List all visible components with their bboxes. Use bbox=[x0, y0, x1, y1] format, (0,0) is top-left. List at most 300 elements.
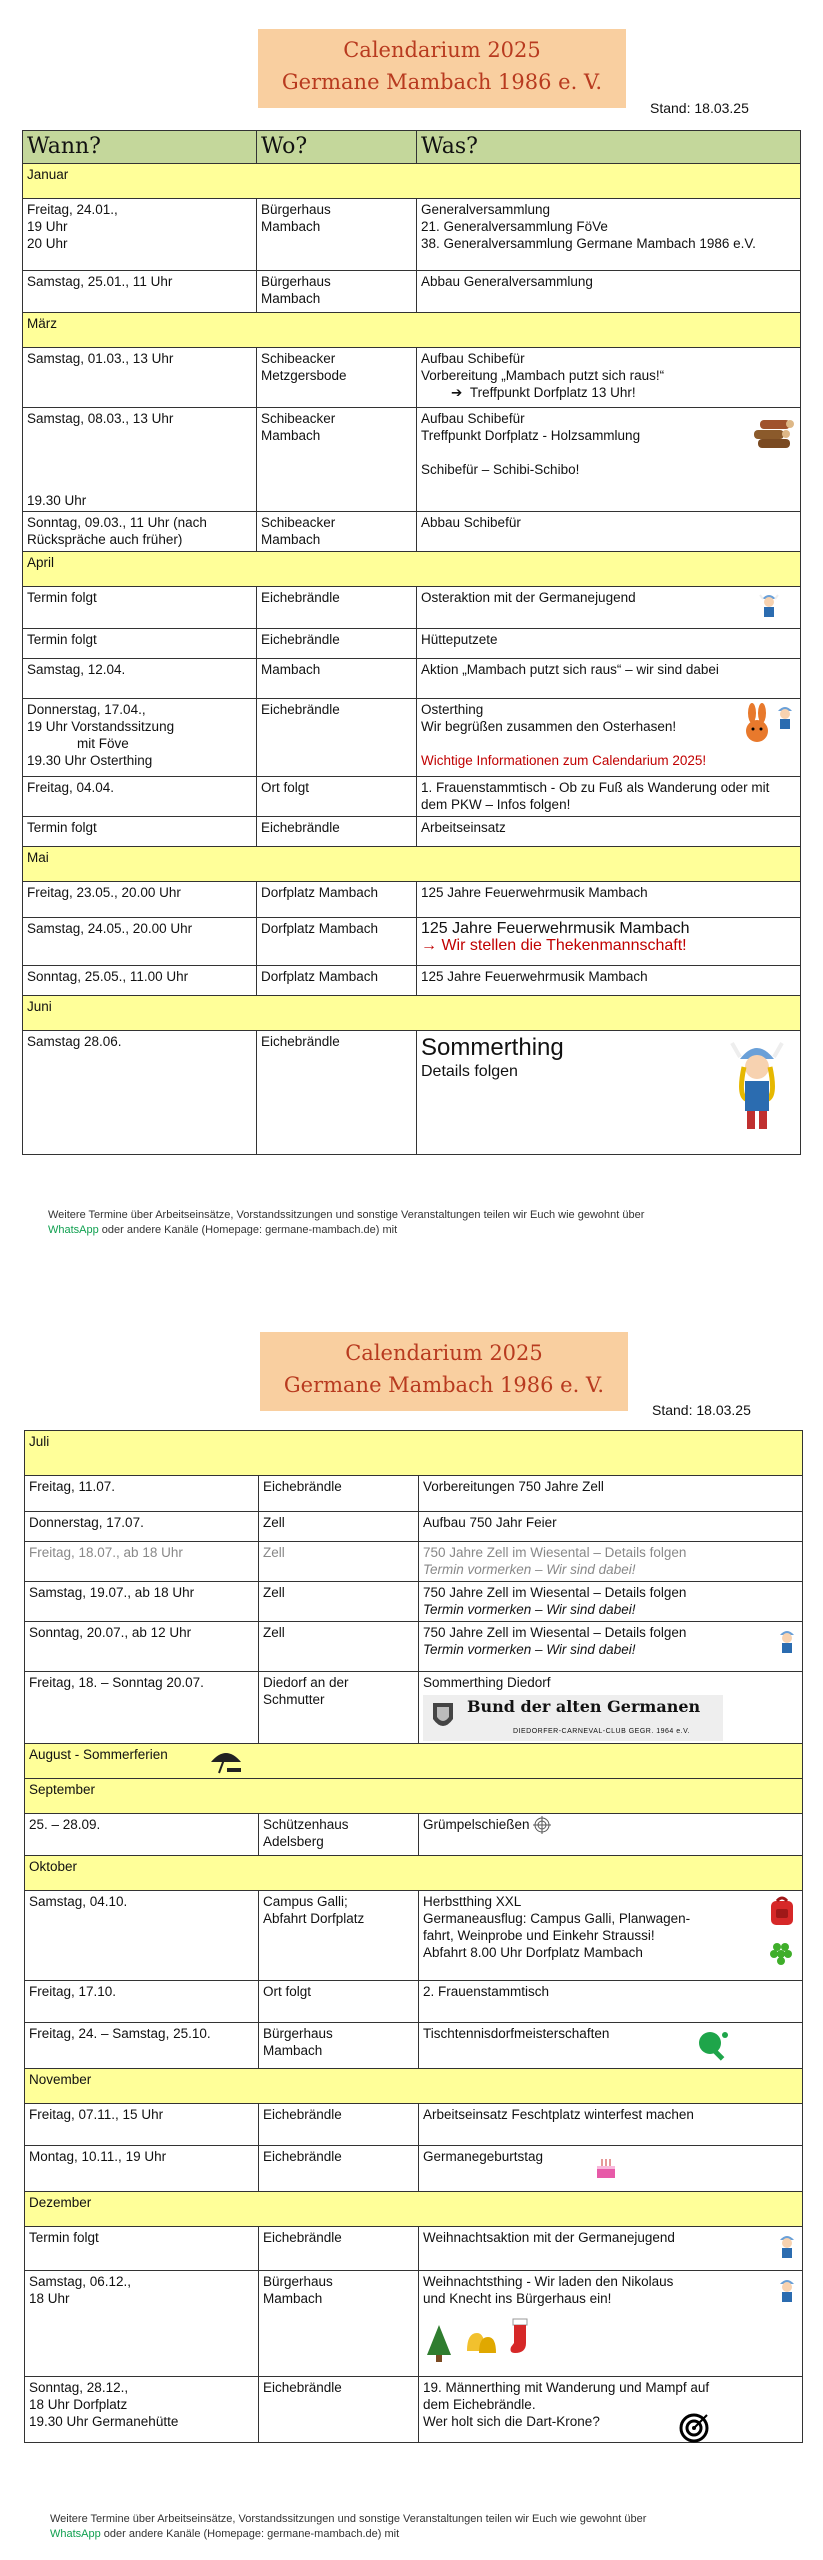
text-line: 19 Uhr bbox=[27, 219, 68, 234]
table-row bbox=[25, 1512, 803, 1542]
cell-was bbox=[417, 512, 801, 552]
table-row bbox=[25, 2227, 803, 2271]
viking-mascot-icon bbox=[776, 2231, 798, 2265]
text-line: Sonntag, 25.05., 11.00 Uhr bbox=[27, 969, 189, 984]
text-line: Aufbau 750 Jahr Feier bbox=[423, 1515, 557, 1530]
text-line: Grümpelschießen bbox=[423, 1817, 530, 1832]
table-row bbox=[23, 348, 801, 408]
text-line: Dorfplatz Mambach bbox=[261, 885, 379, 900]
firewood-icon bbox=[752, 412, 794, 450]
cell-wann bbox=[25, 1672, 259, 1744]
cell-was bbox=[419, 2377, 803, 2443]
text-line: DIEDORFER-CARNEVAL-CLUB GEGR. 1964 e.V. bbox=[513, 1728, 691, 1735]
month-label: März bbox=[23, 313, 801, 348]
text-line: Schmutter bbox=[263, 1692, 325, 1707]
cell-wann bbox=[23, 408, 257, 512]
cell-wo bbox=[257, 408, 417, 512]
cell-wo bbox=[259, 1582, 419, 1622]
cell-was bbox=[417, 587, 801, 629]
cell-was bbox=[417, 777, 801, 817]
text-line: 2. Frauenstammtisch bbox=[423, 1984, 550, 1999]
table-row bbox=[23, 587, 801, 629]
cell-wo bbox=[257, 882, 417, 918]
cell-wo bbox=[259, 2227, 419, 2271]
text-line: Mambach bbox=[261, 219, 321, 234]
text-line: Adelsberg bbox=[263, 1834, 324, 1849]
cell-wann bbox=[25, 1512, 259, 1542]
viking-mascot-icon bbox=[776, 1626, 798, 1660]
text-line: Schibefür – Schibi-Schibo! bbox=[421, 462, 580, 477]
text-line: Diedorf an der bbox=[263, 1675, 349, 1690]
table-row bbox=[25, 1622, 803, 1672]
text-line: 750 Jahre Zell im Wiesental – Details folgen bbox=[423, 1545, 687, 1560]
text-line: Schibeacker bbox=[261, 515, 336, 530]
cell-was bbox=[417, 966, 801, 996]
text-line: Samstag, 25.01., 11 Uhr bbox=[27, 274, 173, 289]
month-label: Mai bbox=[23, 847, 801, 882]
cell-was bbox=[419, 1981, 803, 2023]
table-row bbox=[23, 271, 801, 313]
text-line: Mambach bbox=[261, 662, 321, 677]
bund-der-alten-germanen-logo bbox=[423, 1695, 723, 1741]
text-line: Rückspräche auch früher) bbox=[27, 532, 183, 547]
text-line: Samstag, 24.05., 20.00 Uhr bbox=[27, 921, 193, 936]
cell-was bbox=[419, 1622, 803, 1672]
text-line: 19 Uhr Vorstandssitzung bbox=[27, 719, 175, 734]
month-label: September bbox=[25, 1779, 803, 1814]
text-line: Herbstthing XXL bbox=[423, 1894, 522, 1909]
cell-wo bbox=[257, 271, 417, 313]
cell-was bbox=[417, 199, 801, 271]
text-line: Eichebrändle bbox=[261, 820, 340, 835]
text-line: Freitag, 18.07., ab 18 Uhr bbox=[29, 1545, 183, 1560]
text-line: Dorfplatz Mambach bbox=[261, 921, 379, 936]
text-line: Vorbereitungen 750 Jahre Zell bbox=[423, 1479, 604, 1494]
table-row bbox=[25, 1582, 803, 1622]
cell-wo bbox=[257, 966, 417, 996]
header-wann: Wann? bbox=[23, 131, 257, 164]
text-line: Wichtige Informationen zum Calendarium 2025! bbox=[421, 753, 707, 768]
text-line: Termin vormerken – Wir sind dabei! bbox=[423, 1642, 636, 1657]
text-line: Abfahrt 8.00 Uhr Dorfplatz Mambach bbox=[423, 1945, 643, 1960]
cell-was bbox=[419, 1672, 803, 1744]
table-row bbox=[25, 2271, 803, 2377]
target-icon bbox=[533, 1816, 551, 1834]
text-line: 19. Männerthing mit Wanderung und Mampf auf bbox=[423, 2380, 710, 2395]
text-line: Mambach bbox=[261, 291, 321, 306]
cell-wo bbox=[257, 629, 417, 659]
text-line: 38. Generalversammlung Germane Mambach 1986 e.V. bbox=[421, 236, 756, 251]
text-line: Metzgersbode bbox=[261, 368, 347, 383]
month-row bbox=[25, 1779, 803, 1814]
cell-wo bbox=[259, 1981, 419, 2023]
title-box bbox=[260, 1332, 628, 1411]
text-line: Abbau Generalversammlung bbox=[421, 274, 593, 289]
cell-wo bbox=[257, 699, 417, 777]
month-row bbox=[25, 1431, 803, 1476]
text-line: Sonntag, 09.03., 11 Uhr (nach bbox=[27, 515, 207, 530]
text-line: Bürgerhaus bbox=[261, 202, 331, 217]
viking-mascot-icon bbox=[774, 703, 796, 735]
calendar-table bbox=[22, 130, 801, 1155]
cell-wann bbox=[25, 1891, 259, 1981]
table-row bbox=[23, 966, 801, 996]
month-row bbox=[23, 313, 801, 348]
table-row bbox=[25, 1981, 803, 2023]
title-line-2: Germane Mambach 1986 e. V. bbox=[281, 70, 603, 94]
cell-was bbox=[419, 1542, 803, 1582]
bells-icon bbox=[463, 2325, 499, 2361]
cell-was bbox=[419, 1814, 803, 1856]
text-line: Zell bbox=[263, 1545, 285, 1560]
whatsapp-link[interactable]: WhatsApp bbox=[48, 1224, 99, 1236]
text-line: Eichebrändle bbox=[261, 702, 340, 717]
table-row bbox=[23, 512, 801, 552]
text-line: Aufbau Schibefür bbox=[421, 411, 525, 426]
header-was: Was? bbox=[417, 131, 801, 164]
month-label: Juli bbox=[25, 1431, 803, 1476]
cell-wo bbox=[257, 777, 417, 817]
arrow-right-icon: ➔ bbox=[451, 385, 463, 400]
arrow-right-icon: → bbox=[421, 937, 437, 954]
cell-wann bbox=[25, 2271, 259, 2377]
cell-wann bbox=[25, 1814, 259, 1856]
grapes-icon bbox=[770, 1937, 794, 1969]
cell-was bbox=[419, 2104, 803, 2146]
text-line: oder andere Kanäle (Homepage: germane-mambach.de) mit bbox=[100, 2528, 400, 2540]
table-row bbox=[23, 199, 801, 271]
month-label: August - Sommerferien bbox=[29, 1747, 168, 1762]
text-line: Weihnachtsaktion mit der Germanejugend bbox=[423, 2230, 675, 2245]
text-line: Eichebrändle bbox=[263, 2230, 342, 2245]
text-line: Weitere Termine über Arbeitseinsätze, Vorstandssitzungen und sonstige Veranstaltungen teilen wir Euch wie gewohnt über bbox=[50, 2513, 647, 2525]
month-row bbox=[23, 847, 801, 882]
text-line: Ort folgt bbox=[263, 1984, 312, 1999]
stocking-icon bbox=[507, 2317, 533, 2357]
text-line: Donnerstag, 17.04., bbox=[27, 702, 146, 717]
text-line: Mambach bbox=[261, 428, 321, 443]
table-row bbox=[25, 1672, 803, 1744]
table-header bbox=[23, 131, 801, 164]
beach-umbrella-icon bbox=[209, 1748, 243, 1774]
text-line: Sommerthing Diedorf bbox=[423, 1675, 551, 1690]
cell-wo bbox=[259, 2104, 419, 2146]
text-line: Osterthing bbox=[421, 702, 484, 717]
cell-was bbox=[417, 918, 801, 966]
page-2 bbox=[0, 1290, 823, 2560]
viking-mascot-icon bbox=[758, 591, 780, 623]
title-line-1: Calendarium 2025 bbox=[343, 38, 541, 62]
cell-wo bbox=[257, 512, 417, 552]
text-line: Sommerthing bbox=[421, 1034, 564, 1061]
text-line: 20 Uhr bbox=[27, 236, 68, 251]
text-line: Samstag, 06.12., bbox=[29, 2274, 132, 2289]
text-line: Donnerstag, 17.07. bbox=[29, 1515, 144, 1530]
cell-wo bbox=[257, 1031, 417, 1155]
cell-wo bbox=[257, 817, 417, 847]
text-line: Bürgerhaus bbox=[263, 2026, 333, 2041]
text-line: Freitag, 23.05., 20.00 Uhr bbox=[27, 885, 181, 900]
cell-wo bbox=[257, 348, 417, 408]
text-line: Eichebrändle bbox=[261, 632, 340, 647]
cell-wo bbox=[257, 199, 417, 271]
calendar-table bbox=[24, 1430, 803, 2443]
text-line: Weitere Termine über Arbeitseinsätze, Vorstandssitzungen und sonstige Veranstaltungen teilen wir Euch wie gewohnt über bbox=[48, 1209, 645, 1221]
table-row bbox=[25, 2146, 803, 2192]
table-row bbox=[25, 1891, 803, 1981]
cell-was bbox=[417, 699, 801, 777]
table-row bbox=[23, 817, 801, 847]
cell-wann bbox=[23, 1031, 257, 1155]
text-line: und Knecht ins Bürgerhaus ein! bbox=[423, 2291, 612, 2306]
text-line: Eichebrändle bbox=[263, 2380, 342, 2395]
text-line: Abfahrt Dorfplatz bbox=[263, 1911, 365, 1926]
text-line: Montag, 10.11., 19 Uhr bbox=[29, 2149, 167, 2164]
month-row bbox=[25, 1744, 803, 1779]
text-line: Termin vormerken – Wir sind dabei! bbox=[423, 1602, 636, 1617]
cell-wann bbox=[23, 659, 257, 699]
text-line: 125 Jahre Feuerwehrmusik Mambach bbox=[421, 969, 648, 984]
month-row bbox=[25, 2069, 803, 2104]
text-line: dem Eichebrändle. bbox=[423, 2397, 536, 2412]
cell-was bbox=[419, 2146, 803, 2192]
cell-wo bbox=[259, 1542, 419, 1582]
month-row bbox=[25, 2192, 803, 2227]
cell-wann bbox=[23, 587, 257, 629]
club-crest-icon bbox=[429, 1699, 457, 1735]
text-line: Freitag, 18. – Sonntag 20.07. bbox=[29, 1675, 204, 1690]
table-row bbox=[23, 882, 801, 918]
month-label: Oktober bbox=[25, 1856, 803, 1891]
cell-wann bbox=[23, 348, 257, 408]
cell-wann bbox=[23, 512, 257, 552]
cell-wo bbox=[259, 2377, 419, 2443]
cell-wann bbox=[25, 1542, 259, 1582]
whatsapp-link[interactable]: WhatsApp bbox=[50, 2528, 101, 2540]
text-line: Germaneausflug: Campus Galli, Planwagen- bbox=[423, 1911, 691, 1926]
text-line: Wir stellen die Thekenmannschaft! bbox=[441, 937, 687, 954]
text-line: 125 Jahre Feuerwehrmusik Mambach bbox=[421, 920, 690, 937]
text-line: Generalversammlung bbox=[421, 202, 551, 217]
text-line: Mambach bbox=[261, 532, 321, 547]
cell-wo bbox=[259, 1622, 419, 1672]
text-line: Termin folgt bbox=[27, 632, 97, 647]
cell-was bbox=[419, 1891, 803, 1981]
month-row bbox=[23, 996, 801, 1031]
text-line: Schützenhaus bbox=[263, 1817, 349, 1832]
text-line: Bund der alten Germanen bbox=[467, 1697, 701, 1716]
text-line: Mambach bbox=[263, 2043, 323, 2058]
cell-wann bbox=[25, 1476, 259, 1512]
text-line: Arbeitseinsatz Feschtplatz winterfest machen bbox=[423, 2107, 694, 2122]
stand-date: Stand: 18.03.25 bbox=[652, 1402, 751, 1418]
cell-wann bbox=[25, 2377, 259, 2443]
text-line: Eichebrändle bbox=[263, 2149, 342, 2164]
text-line: Details folgen bbox=[421, 1063, 518, 1080]
dartboard-icon bbox=[679, 2413, 709, 2443]
text-line: 750 Jahre Zell im Wiesental – Details folgen bbox=[423, 1585, 687, 1600]
text-line: Samstag, 08.03., 13 Uhr bbox=[27, 411, 174, 426]
text-line: Arbeitseinsatz bbox=[421, 820, 506, 835]
cell-wann bbox=[25, 2227, 259, 2271]
text-line: Eichebrändle bbox=[263, 2107, 342, 2122]
cell-wo bbox=[257, 587, 417, 629]
text-line: 19.30 Uhr bbox=[27, 493, 87, 508]
text-line: Termin folgt bbox=[27, 820, 97, 835]
text-line: 750 Jahre Zell im Wiesental – Details folgen bbox=[423, 1625, 687, 1640]
christmas-tree-icon bbox=[425, 2323, 453, 2363]
month-label: November bbox=[25, 2069, 803, 2104]
month-label: Juni bbox=[23, 996, 801, 1031]
cell-wann bbox=[23, 966, 257, 996]
cell-was bbox=[419, 2227, 803, 2271]
text-line: Samstag, 01.03., 13 Uhr bbox=[27, 351, 174, 366]
viking-mascot-icon bbox=[728, 1035, 786, 1135]
cell-was bbox=[419, 1476, 803, 1512]
text-line: Treffpunkt Dorfplatz 13 Uhr! bbox=[469, 385, 636, 400]
cell-wo bbox=[259, 1891, 419, 1981]
text-line: Weihnachtsthing - Wir laden den Nikolaus bbox=[423, 2274, 674, 2289]
cell-wann bbox=[23, 199, 257, 271]
text-line: Eichebrändle bbox=[261, 1034, 340, 1049]
cell-wann bbox=[25, 1981, 259, 2023]
text-line: Germanegeburtstag bbox=[423, 2149, 544, 2164]
text-line: Samstag, 12.04. bbox=[27, 662, 126, 677]
text-line: Termin folgt bbox=[27, 590, 97, 605]
text-line: Hütteputzete bbox=[421, 632, 498, 647]
table-row bbox=[23, 1031, 801, 1155]
text-line: 1. Frauenstammtisch - Ob zu Fuß als Wanderung oder mit dem PKW – Infos folgen! bbox=[421, 780, 770, 812]
cell-was bbox=[417, 817, 801, 847]
text-line: Freitag, 24. – Samstag, 25.10. bbox=[29, 2026, 211, 2041]
table-row bbox=[23, 777, 801, 817]
text-line: 19.30 Uhr Germanehütte bbox=[29, 2414, 179, 2429]
text-line: Aktion „Mambach putzt sich raus“ – wir sind dabei bbox=[421, 662, 719, 677]
birthday-cake-icon bbox=[595, 2154, 617, 2180]
table-row bbox=[25, 2023, 803, 2069]
cell-wo bbox=[257, 918, 417, 966]
text-line: Schibeacker bbox=[261, 351, 336, 366]
text-line: Wer holt sich die Dart-Krone? bbox=[423, 2414, 600, 2429]
table-row bbox=[23, 659, 801, 699]
text-line: Freitag, 11.07. bbox=[29, 1479, 116, 1494]
text-line: Aufbau Schibefür bbox=[421, 351, 525, 366]
text-line: Zell bbox=[263, 1625, 285, 1640]
month-label: Januar bbox=[23, 164, 801, 199]
title-box bbox=[258, 29, 626, 108]
text-line: Eichebrändle bbox=[263, 1479, 342, 1494]
title-line-2: Germane Mambach 1986 e. V. bbox=[283, 1373, 605, 1397]
month-row bbox=[23, 552, 801, 587]
table-row bbox=[25, 1476, 803, 1512]
table-row bbox=[25, 2104, 803, 2146]
text-line: Termin folgt bbox=[29, 2230, 99, 2245]
table-row bbox=[25, 2377, 803, 2443]
cell-wo bbox=[259, 2023, 419, 2069]
cell-wann bbox=[23, 629, 257, 659]
month-row bbox=[23, 164, 801, 199]
text-line: Zell bbox=[263, 1585, 285, 1600]
backpack-icon bbox=[768, 1895, 796, 1927]
text-line: Sonntag, 20.07., ab 12 Uhr bbox=[29, 1625, 192, 1640]
table-row bbox=[25, 1814, 803, 1856]
cell-wo bbox=[259, 1476, 419, 1512]
cell-wo bbox=[259, 1512, 419, 1542]
month-label: Dezember bbox=[25, 2192, 803, 2227]
text-line: Abbau Schibefür bbox=[421, 515, 521, 530]
easter-bunny-icon bbox=[742, 703, 772, 745]
cell-wann bbox=[25, 2146, 259, 2192]
cell-was bbox=[417, 882, 801, 918]
text-line: Termin vormerken – Wir sind dabei! bbox=[423, 1562, 636, 1577]
table-row bbox=[23, 408, 801, 512]
title-line-1: Calendarium 2025 bbox=[345, 1341, 543, 1365]
table-row bbox=[25, 1542, 803, 1582]
text-line: Dorfplatz Mambach bbox=[261, 969, 379, 984]
text-line: Freitag, 24.01., bbox=[27, 202, 118, 217]
cell-wann bbox=[25, 1622, 259, 1672]
cell-wann bbox=[23, 882, 257, 918]
cell-wo bbox=[259, 2271, 419, 2377]
cell-wann bbox=[23, 918, 257, 966]
cell-wann bbox=[25, 2023, 259, 2069]
text-line: 18 Uhr bbox=[29, 2291, 70, 2306]
text-line: Zell bbox=[263, 1515, 285, 1530]
cell-was bbox=[417, 1031, 801, 1155]
footer-note bbox=[48, 1208, 788, 1238]
text-line: Bürgerhaus bbox=[261, 274, 331, 289]
text-line: oder andere Kanäle (Homepage: germane-mambach.de) mit bbox=[98, 1224, 398, 1236]
text-line: Samstag, 04.10. bbox=[29, 1894, 128, 1909]
cell-was bbox=[419, 2271, 803, 2377]
cell-wo bbox=[259, 1672, 419, 1744]
text-line: 25. – 28.09. bbox=[29, 1817, 101, 1832]
text-line: 21. Generalversammlung FöVe bbox=[421, 219, 608, 234]
cell-was bbox=[417, 271, 801, 313]
cell-was bbox=[419, 2023, 803, 2069]
text-line: Campus Galli; bbox=[263, 1894, 348, 1909]
cell-was bbox=[419, 1512, 803, 1542]
cell-wo bbox=[259, 2146, 419, 2192]
text-line: Sonntag, 28.12., bbox=[29, 2380, 129, 2395]
text-line: Freitag, 04.04. bbox=[27, 780, 115, 795]
table-row bbox=[23, 699, 801, 777]
cell-wann bbox=[25, 2104, 259, 2146]
cell-was bbox=[417, 629, 801, 659]
stand-date: Stand: 18.03.25 bbox=[650, 100, 749, 116]
table-row bbox=[23, 629, 801, 659]
cell-wann bbox=[23, 699, 257, 777]
text-line: Tischtennisdorfmeisterschaften bbox=[423, 2026, 610, 2041]
text-line: fahrt, Weinprobe und Einkehr Straussi! bbox=[423, 1928, 655, 1943]
cell-wann bbox=[23, 271, 257, 313]
text-line: Wir begrüßen zusammen den Osterhasen! bbox=[421, 719, 677, 734]
header-wo: Wo? bbox=[257, 131, 417, 164]
cell-wann bbox=[23, 777, 257, 817]
table-row bbox=[23, 918, 801, 966]
viking-mascot-icon bbox=[776, 2275, 798, 2309]
cell-was bbox=[419, 1582, 803, 1622]
month-label: April bbox=[23, 552, 801, 587]
cell-wann bbox=[23, 817, 257, 847]
text-line: 19.30 Uhr Osterthing bbox=[27, 753, 153, 768]
cell-was bbox=[417, 408, 801, 512]
text-line: mit Föve bbox=[77, 736, 129, 751]
text-line: Mambach bbox=[263, 2291, 323, 2306]
text-line: Freitag, 17.10. bbox=[29, 1984, 117, 1999]
text-line: Vorbereitung „Mambach putzt sich raus!“ bbox=[421, 368, 665, 383]
text-line: Schibeacker bbox=[261, 411, 336, 426]
